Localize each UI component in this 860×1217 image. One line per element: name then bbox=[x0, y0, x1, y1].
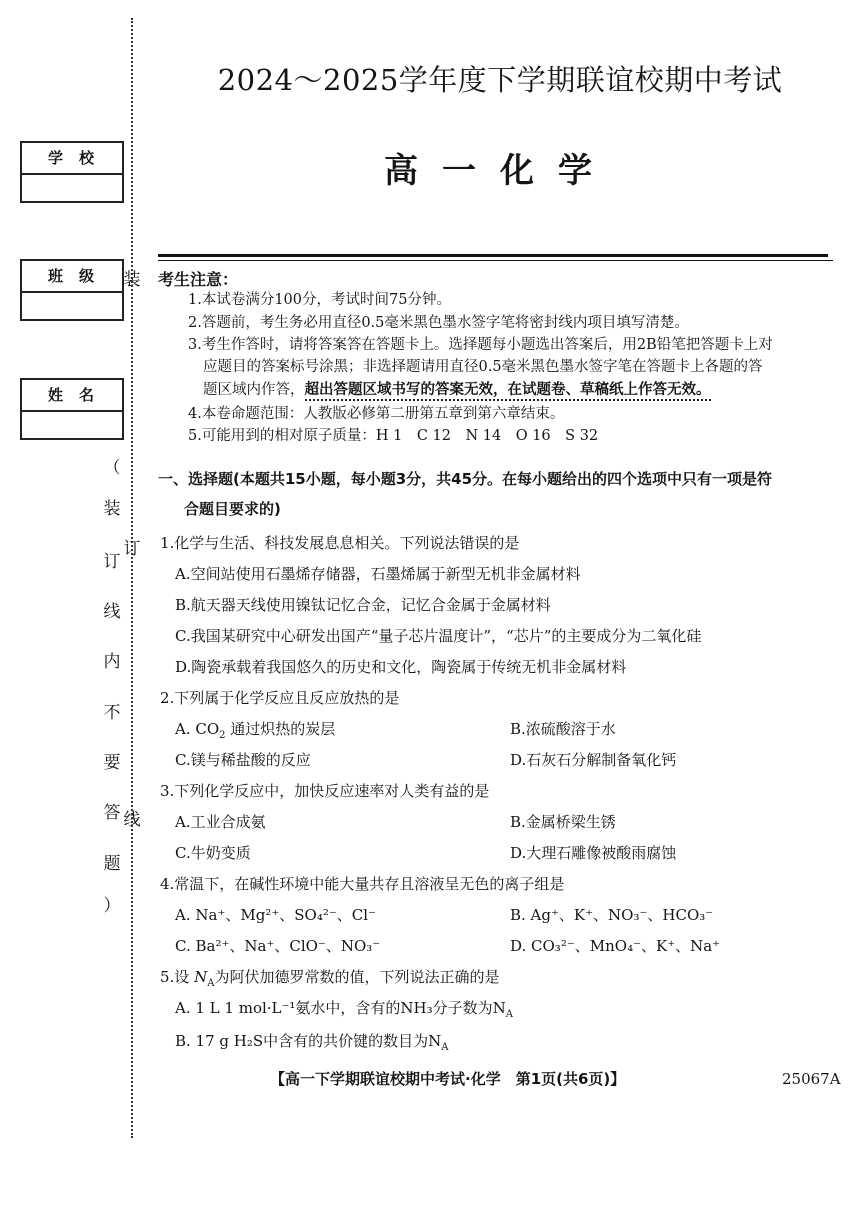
header-rule-thin bbox=[158, 260, 833, 261]
notice-item: 5.可能用到的相对原子质量：H 1 C 12 N 14 O 16 S 32 bbox=[188, 428, 599, 444]
option-a bbox=[175, 997, 513, 1026]
binding-warning-char: 答 bbox=[103, 803, 121, 823]
header-rule bbox=[158, 254, 828, 257]
stem-text: 为阿伏加德罗常数的值，下列说法正确的是 bbox=[214, 968, 500, 986]
option-c: C. Ba²⁺、Na⁺、ClO⁻、NO₃⁻ bbox=[175, 937, 381, 955]
option-a: A.工业合成氨 bbox=[175, 813, 266, 831]
binding-warning-char: 不 bbox=[103, 703, 121, 723]
section-heading-cont: 合题目要求的) bbox=[184, 500, 281, 518]
option-text: B. 17 g H₂S中含有的共价键的数目为N bbox=[175, 1032, 442, 1050]
school-label: 学校 bbox=[22, 143, 122, 175]
notice-emphasis: 超出答题区域书写的答案无效，在试题卷、草稿纸上作答无效。 bbox=[305, 382, 711, 401]
option-text: 通过炽热的炭层 bbox=[225, 720, 336, 738]
notice-item: 3.考生作答时，请将答案答在答题卡上。选择题每小题选出答案后，用2B铅笔把答题卡上对 bbox=[188, 337, 773, 353]
subscript: A bbox=[441, 1042, 449, 1053]
question-stem: 2.下列属于化学反应且反应放热的是 bbox=[160, 689, 400, 707]
section-heading: 一、选择题(本题共15小题，每小题3分，共45分。在每小题给出的四个选项中只有一项是符 bbox=[158, 470, 773, 488]
binding-mark: 线 bbox=[123, 810, 141, 830]
binding-mark: 订 bbox=[123, 539, 141, 559]
avogadro-symbol: N bbox=[194, 968, 208, 986]
subscript: A bbox=[505, 1009, 514, 1020]
binding-warning-char: 题 bbox=[103, 854, 121, 874]
binding-warning-char: 订 bbox=[103, 552, 121, 572]
subscript: A bbox=[207, 978, 215, 989]
subscript: 2 bbox=[219, 730, 226, 741]
notice-heading: 考生注意： bbox=[158, 270, 239, 289]
question-stem: 3.下列化学反应中，加快反应速率对人类有益的是 bbox=[160, 782, 490, 800]
page-footer: 【高一下学期联谊校期中考试·化学 第1页(共6页)】 bbox=[270, 1070, 626, 1088]
notice-item: 应题目的答案标号涂黑；非选择题请用直径0.5毫米黑色墨水签字笔在答题卡上各题的答 bbox=[203, 359, 763, 375]
option-c: C.我国某研究中心研发出国产“量子芯片温度计”，“芯片”的主要成分为二氧化硅 bbox=[175, 627, 702, 645]
option-d: D.石灰石分解制备氧化钙 bbox=[510, 751, 677, 769]
option-a bbox=[175, 718, 335, 747]
notice-item bbox=[203, 379, 853, 401]
binding-warning-char: ） bbox=[103, 896, 121, 916]
option-b bbox=[175, 1030, 449, 1059]
binding-warning-char: 要 bbox=[103, 753, 121, 773]
binding-dashed-line bbox=[131, 18, 133, 1138]
option-text: A. 1 L 1 mol·L⁻¹氨水中，含有的NH₃分子数为N bbox=[175, 999, 506, 1017]
stem-text: 5.设 bbox=[160, 968, 195, 986]
question-stem bbox=[160, 966, 499, 995]
option-b: B.航天器天线使用镍钛记忆合金，记忆合金属于金属材料 bbox=[175, 596, 551, 614]
option-d: D. CO₃²⁻、MnO₄⁻、K⁺、Na⁺ bbox=[510, 937, 721, 955]
question-stem: 1.化学与生活、科技发展息息相关。下列说法错误的是 bbox=[160, 534, 520, 552]
binding-warning-char: 装 bbox=[103, 499, 121, 519]
name-field[interactable] bbox=[20, 378, 124, 440]
question-stem: 4.常温下，在碱性环境中能大量共存且溶液呈无色的离子组是 bbox=[160, 875, 565, 893]
notice-item: 2.答题前，考生务必用直径0.5毫米黑色墨水签字笔将密封线内项目填写清楚。 bbox=[188, 315, 689, 331]
paper-code: 25067A bbox=[782, 1070, 841, 1088]
option-b: B.浓硫酸溶于水 bbox=[510, 720, 616, 738]
binding-warning-char: 线 bbox=[103, 602, 121, 622]
class-field[interactable] bbox=[20, 259, 124, 321]
option-d: D.陶瓷承载着我国悠久的历史和文化，陶瓷属于传统无机非金属材料 bbox=[175, 658, 627, 676]
exam-title: 2024～2025学年度下学期联谊校期中考试 bbox=[217, 63, 783, 97]
binding-warning-char: （ bbox=[103, 458, 121, 478]
notice-text: 题区域内作答， bbox=[203, 382, 305, 398]
option-b: B.金属桥梁生锈 bbox=[510, 813, 616, 831]
binding-mark: 装 bbox=[123, 270, 141, 290]
notice-item: 4.本卷命题范围：人教版必修第二册第五章到第六章结束。 bbox=[188, 406, 565, 422]
subject-title: 高一化学 bbox=[384, 151, 616, 191]
option-text: A. CO bbox=[175, 720, 220, 738]
option-b: B. Ag⁺、K⁺、NO₃⁻、HCO₃⁻ bbox=[510, 906, 714, 924]
name-label: 姓名 bbox=[22, 380, 122, 412]
option-d: D.大理石雕像被酸雨腐蚀 bbox=[510, 844, 677, 862]
option-a: A.空间站使用石墨烯存储器，石墨烯属于新型无机非金属材料 bbox=[175, 565, 581, 583]
notice-item: 1.本试卷满分100分，考试时间75分钟。 bbox=[188, 292, 451, 308]
option-a: A. Na⁺、Mg²⁺、SO₄²⁻、Cl⁻ bbox=[175, 906, 376, 924]
binding-warning-char: 内 bbox=[103, 652, 121, 672]
school-field[interactable] bbox=[20, 141, 124, 203]
option-c: C.镁与稀盐酸的反应 bbox=[175, 751, 311, 769]
class-label: 班级 bbox=[22, 261, 122, 293]
option-c: C.牛奶变质 bbox=[175, 844, 251, 862]
